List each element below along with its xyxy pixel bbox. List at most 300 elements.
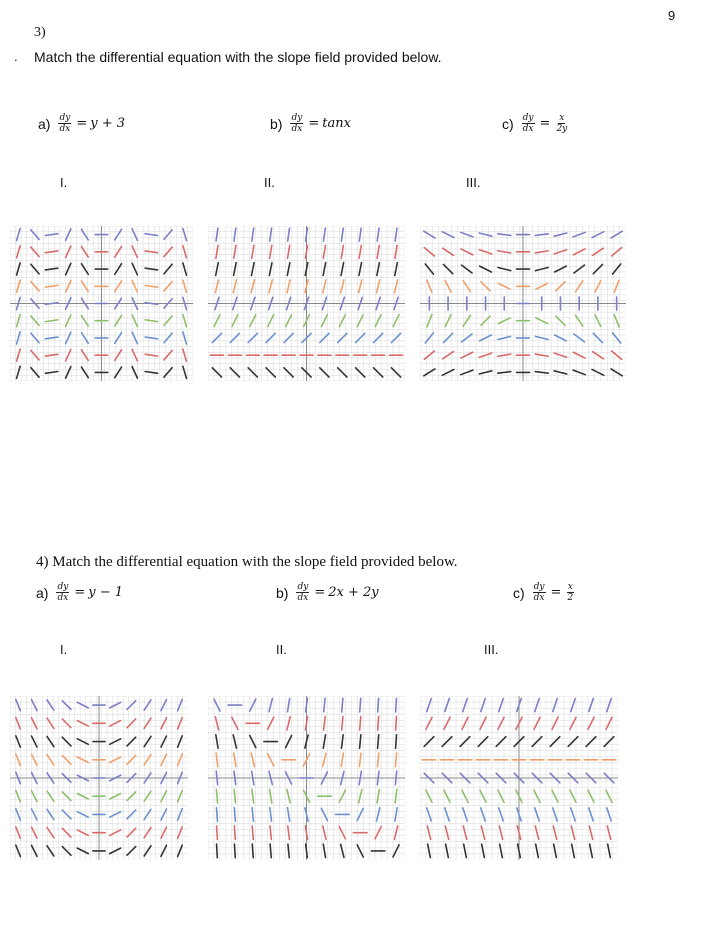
slope-segment (443, 352, 454, 359)
slope-segment (81, 281, 88, 292)
slope-segment (550, 737, 560, 747)
slope-segment (270, 808, 272, 822)
slope-segment (183, 366, 187, 378)
slope-segment (145, 268, 158, 270)
p3-eq-a-rhs: = y + 3 (76, 116, 125, 131)
slope-segment (374, 368, 383, 377)
slope-segment (377, 280, 380, 293)
slope-segment (45, 234, 58, 236)
slope-segment (426, 717, 432, 729)
slope-segment (287, 808, 289, 821)
slope-segment (442, 737, 452, 747)
p4-field-label-3: III. (484, 642, 499, 657)
slope-segment (479, 353, 491, 357)
slope-segment (214, 315, 220, 327)
slope-segment (607, 699, 611, 712)
slope-segment (462, 790, 468, 802)
slope-segment (442, 369, 454, 375)
slope-segment (428, 844, 431, 857)
slope-segment (323, 245, 325, 258)
slope-segment (144, 809, 151, 819)
slope-segment (178, 754, 183, 765)
slope-segment (217, 826, 218, 840)
slope-segment (144, 828, 151, 838)
slope-segment (608, 844, 611, 857)
slope-segment (266, 333, 275, 342)
p4-field-label-2: II. (276, 642, 287, 657)
slope-segment (499, 826, 502, 839)
slope-segment (115, 333, 122, 344)
slope-segment (270, 826, 271, 840)
slope-segment (359, 228, 361, 241)
slope-segment (553, 699, 557, 712)
p3-eq-b-derivative: $\frac{dy}{dx}$ (291, 113, 303, 134)
slope-segment (17, 229, 21, 241)
slope-segment (45, 371, 58, 373)
slope-segment (251, 753, 254, 766)
slope-segment (426, 790, 432, 802)
slope-segment (571, 808, 575, 821)
slope-segment (461, 232, 473, 237)
slope-segment (586, 737, 596, 747)
slope-segment (145, 234, 158, 236)
slope-segment (607, 808, 611, 821)
slope-segment (178, 718, 183, 729)
slope-segment (357, 315, 363, 327)
slope-segment (32, 736, 37, 747)
slope-segment (132, 246, 137, 257)
slope-segment (427, 280, 432, 292)
slope-segment (161, 827, 166, 838)
slope-segment (45, 285, 58, 287)
slope-segment (323, 228, 325, 241)
slope-segment (553, 808, 557, 821)
slope-segment (217, 844, 218, 858)
slope-segment (45, 337, 58, 339)
slope-segment (481, 826, 484, 839)
slope-segment (359, 280, 362, 293)
slope-segment (47, 809, 54, 819)
slope-segment (592, 248, 603, 255)
slope-segment (613, 264, 621, 274)
slope-segment (216, 789, 217, 803)
slope-segment (145, 354, 158, 356)
slope-segment (45, 320, 58, 322)
slope-segment (444, 790, 450, 802)
slope-segment (110, 702, 121, 707)
slope-segment (115, 229, 122, 240)
slope-segment (110, 793, 121, 798)
slope-segment (536, 844, 539, 857)
p3-eq-a-derivative: $\frac{dy}{dx}$ (59, 113, 71, 134)
slope-segment (554, 371, 567, 374)
slope-field-p3-I (10, 226, 193, 381)
slope-segment (589, 699, 593, 712)
slope-segment (534, 717, 540, 729)
slope-segment (234, 808, 235, 822)
slope-segment (178, 699, 183, 710)
slope-segment (479, 371, 492, 374)
slope-segment (110, 848, 121, 853)
slope-segment (444, 717, 450, 729)
slope-segment (498, 717, 504, 729)
slope-segment (589, 808, 593, 821)
slope-segment (252, 771, 254, 784)
slope-segment (535, 336, 548, 339)
slope-segment (359, 790, 362, 803)
slope-segment (233, 735, 236, 748)
slope-segment (47, 700, 54, 710)
slope-segment (604, 737, 614, 747)
slope-segment (45, 354, 58, 356)
slope-segment (480, 266, 492, 272)
slope-segment (611, 369, 622, 376)
slope-segment (306, 844, 308, 858)
slope-segment (47, 755, 54, 765)
slope-segment (77, 848, 88, 853)
slope-segment (45, 303, 58, 305)
slope-segment (266, 368, 275, 377)
p4-eq-a-rhs: = y − 1 (74, 585, 123, 600)
p4-eq-b-rhs: = 2x + 2y (314, 585, 379, 600)
slope-segment (183, 229, 187, 241)
slope-segment (270, 844, 271, 858)
slope-segment (145, 303, 158, 305)
slope-segment (234, 228, 236, 241)
slope-segment (183, 263, 187, 275)
slope-segment (232, 717, 238, 729)
slope-segment (339, 827, 345, 839)
slope-segment (16, 754, 21, 765)
slope-segment (378, 735, 379, 749)
slope-segment (161, 700, 166, 711)
slope-segment (234, 245, 236, 258)
slope-segment (32, 700, 37, 711)
slope-segment (144, 755, 151, 765)
slope-field-p4-I (10, 696, 188, 860)
slope-segment (216, 245, 218, 258)
slope-segment (269, 263, 272, 276)
slope-segment (215, 717, 218, 730)
slope-segment (498, 283, 510, 289)
slope-segment (573, 370, 585, 375)
slope-segment (288, 228, 290, 241)
slope-segment (588, 790, 594, 802)
slope-segment (482, 844, 485, 857)
slope-segment (77, 739, 88, 744)
slope-segment (178, 809, 183, 820)
slope-segment (252, 789, 254, 803)
slope-segment (323, 280, 326, 293)
slope-segment (288, 826, 290, 840)
slope-segment (396, 717, 397, 731)
slope-segment (442, 232, 454, 238)
slope-segment (377, 753, 378, 767)
slope-segment (445, 808, 449, 821)
slope-segment (268, 754, 274, 766)
slope-segment (321, 315, 327, 327)
slope-segment (377, 771, 379, 785)
slope-segment (590, 844, 593, 857)
slope-segment (535, 251, 548, 253)
slope-segment (45, 251, 58, 253)
slope-segment (269, 699, 272, 712)
slope-segment (216, 771, 217, 785)
slope-segment (32, 791, 37, 802)
slope-segment (571, 826, 574, 839)
slope-segment (424, 231, 435, 238)
slope-segment (377, 245, 379, 258)
slope-segment (251, 280, 254, 293)
slope-segment (132, 332, 137, 343)
slope-segment (359, 245, 361, 258)
slope-segment (323, 263, 326, 276)
slope-segment (17, 315, 21, 327)
slope-segment (110, 757, 121, 762)
slope-segment (252, 245, 254, 258)
slope-segment (552, 717, 558, 729)
slope-segment (498, 234, 511, 236)
slope-segment (338, 333, 347, 342)
slope-segment (270, 245, 272, 258)
p4-eq-b-label: b) (276, 584, 289, 601)
slope-segment (360, 735, 361, 749)
slope-segment (481, 699, 485, 712)
slope-segment (81, 229, 88, 240)
slope-segment (427, 808, 431, 821)
slope-segment (17, 246, 21, 258)
p3-eq-c-derivative: $\frac{dy}{dx}$ (522, 113, 534, 134)
slope-segment (45, 268, 58, 270)
slope-segment (463, 315, 470, 326)
slope-segment (378, 698, 379, 712)
slope-segment (342, 698, 343, 712)
slope-segment (268, 315, 274, 327)
slope-segment (611, 231, 622, 238)
slope-segment (17, 349, 21, 361)
slope-segment (115, 350, 122, 361)
slope-segment (161, 809, 166, 820)
p4-eq-a-label: a) (36, 584, 49, 601)
slope-segment (425, 333, 433, 343)
slope-segment (16, 718, 21, 729)
slope-segment (161, 845, 166, 856)
slope-segment (77, 757, 88, 762)
slope-field-p3-III (420, 226, 626, 381)
p3-field-label-2: II. (264, 175, 275, 190)
slope-segment (395, 771, 396, 785)
slope-segment (288, 844, 289, 858)
slope-segment (306, 698, 308, 712)
slope-segment (376, 808, 379, 821)
p4-eq-c-rhs: = (550, 585, 562, 600)
slope-segment (287, 280, 290, 293)
slope-segment (589, 826, 592, 839)
slope-segment (145, 285, 158, 287)
slope-segment (287, 263, 290, 276)
slope-segment (132, 281, 137, 292)
slope-segment (81, 315, 88, 326)
slope-segment (498, 790, 504, 802)
slope-segment (252, 808, 253, 822)
slope-segment (77, 812, 88, 817)
p3-field-label-3: III. (466, 175, 481, 190)
slope-segment (81, 247, 88, 258)
slope-segment (535, 372, 548, 374)
slope-segment (460, 737, 470, 747)
slope-segment (356, 333, 365, 342)
slope-segment (393, 315, 399, 327)
slope-segment (234, 771, 236, 785)
slope-segment (252, 826, 253, 840)
slope-segment (338, 368, 347, 377)
slope-segment (341, 228, 343, 241)
slope-segment (270, 228, 272, 241)
slope-segment (144, 736, 151, 746)
slope-segment (391, 368, 400, 377)
slope-segment (464, 844, 467, 857)
slope-segment (269, 280, 272, 293)
slope-segment (233, 280, 236, 293)
slope-segment (554, 353, 566, 357)
slope-segment (16, 699, 21, 710)
slope-segment (555, 335, 567, 341)
slope-segment (341, 263, 344, 276)
slope-segment (498, 336, 511, 339)
slope-segment (570, 717, 576, 729)
slope-segment (445, 826, 448, 839)
slope-segment (425, 264, 433, 274)
slope-segment (555, 266, 567, 272)
slope-segment (614, 315, 619, 327)
slope-segment (536, 283, 548, 289)
slope-segment (396, 735, 397, 749)
slope-segment (251, 263, 254, 276)
slope-segment (394, 280, 397, 293)
slope-segment (115, 315, 122, 326)
slope-segment (323, 735, 325, 748)
slope-segment (183, 246, 187, 258)
slope-segment (183, 349, 187, 361)
slope-segment (81, 367, 88, 378)
slope-segment (81, 350, 88, 361)
p3-eq-a-label: a) (38, 115, 51, 132)
slope-segment (16, 845, 21, 856)
slope-segment (461, 249, 473, 255)
slope-segment (613, 333, 621, 343)
slope-segment (478, 737, 488, 747)
slope-segment (463, 699, 467, 712)
slope-segment (47, 846, 54, 856)
slope-segment (535, 826, 538, 839)
p3-equation-a (38, 113, 125, 134)
slope-segment (144, 846, 151, 856)
slope-segment (320, 368, 329, 377)
slope-segment (268, 717, 274, 729)
slope-segment (553, 826, 556, 839)
slope-segment (216, 753, 218, 767)
slope-segment (323, 753, 326, 766)
slope-segment (32, 718, 37, 729)
slope-segment (77, 721, 88, 726)
slope-segment (606, 790, 612, 802)
slope-segment (534, 790, 540, 802)
slope-segment (341, 735, 343, 749)
slope-segment (341, 753, 343, 766)
slope-segment (592, 352, 603, 359)
slope-segment (461, 370, 473, 375)
slope-segment (323, 844, 325, 857)
slope-segment (250, 735, 256, 747)
slope-segment (132, 229, 137, 240)
slope-segment (323, 826, 326, 839)
slope-segment (16, 827, 21, 838)
slope-segment (588, 717, 594, 729)
slope-segment (66, 332, 71, 343)
slope-segment (234, 753, 236, 766)
slope-segment (178, 845, 183, 856)
slope-segment (145, 337, 158, 339)
slope-segment (391, 333, 400, 342)
problem-3-instruction: Match the differential equation with the slope field provided below. (34, 49, 442, 65)
slope-segment (212, 368, 221, 377)
slope-segment (32, 845, 37, 856)
slope-segment (377, 228, 379, 241)
slope-segment (535, 234, 548, 236)
slope-segment (145, 251, 158, 253)
slope-segment (481, 808, 485, 821)
p3-field-label-1: I. (60, 175, 68, 190)
slope-segment (144, 791, 151, 801)
slope-segment (183, 280, 187, 292)
slope-segment (145, 371, 158, 373)
slope-segment (110, 830, 121, 835)
slope-segment (320, 333, 329, 342)
slope-segment (576, 315, 583, 326)
slope-segment (66, 246, 71, 257)
slope-segment (132, 349, 137, 360)
slope-segment (535, 354, 548, 356)
slope-field-p4-II (208, 696, 405, 860)
slope-segment (607, 826, 610, 839)
slope-segment (115, 264, 122, 275)
slope-segment (17, 332, 21, 344)
slope-segment (17, 366, 21, 378)
slope-segment (77, 793, 88, 798)
slope-segment (324, 717, 326, 731)
slope-segment (144, 718, 151, 728)
slope-segment (66, 281, 71, 292)
slope-segment (499, 699, 503, 712)
slope-segment (215, 280, 218, 293)
slope-segment (288, 245, 290, 258)
slope-segment (284, 333, 293, 342)
slope-segment (445, 699, 449, 712)
problem-4-number: 4) (36, 554, 49, 570)
slope-segment (592, 232, 604, 238)
page-number: 9 (668, 8, 676, 23)
slope-segment (576, 281, 583, 292)
slope-segment (463, 826, 466, 839)
slope-segment (571, 699, 575, 712)
p4-eq-c-label: c) (513, 584, 525, 601)
slope-segment (212, 333, 221, 342)
slope-segment (463, 281, 470, 292)
slope-segment (339, 790, 345, 802)
slope-segment (110, 812, 121, 817)
slope-segment (535, 699, 539, 712)
p4-equation-c (513, 582, 576, 603)
